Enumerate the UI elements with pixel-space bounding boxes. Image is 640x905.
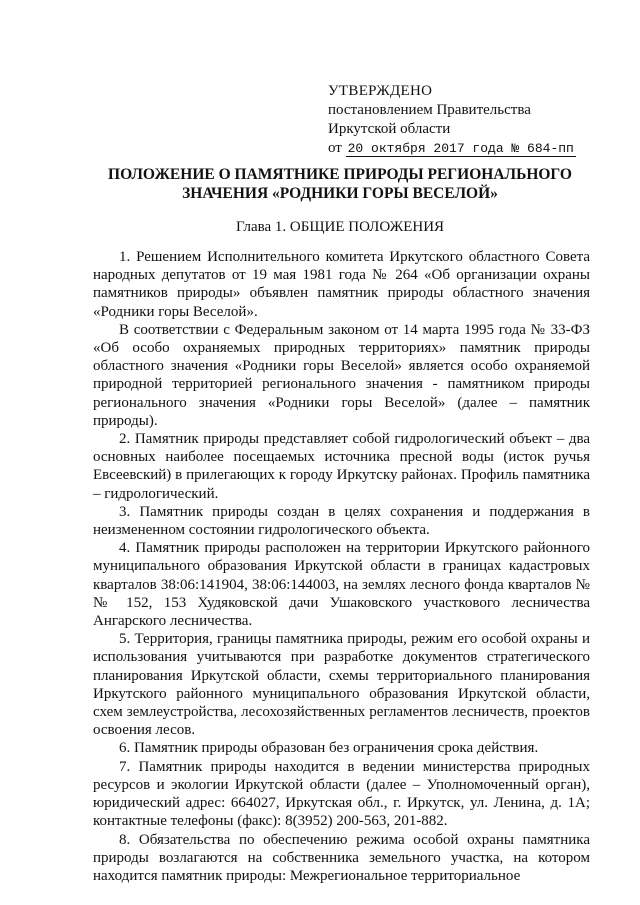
document-title-line-1: ПОЛОЖЕНИЕ О ПАМЯТНИКЕ ПРИРОДЫ РЕГИОНАЛЬНОГО xyxy=(108,166,572,183)
approval-date-value: 20 октября 2017 года № 684-пп xyxy=(347,141,574,156)
document-title-line-2: ЗНАЧЕНИЯ «РОДНИКИ ГОРЫ ВЕСЕЛОЙ» xyxy=(182,185,498,202)
paragraph-2: 2. Памятник природы представляет собой гидрологический объект – два основных наиболее посещаемых источника пресной воды (исток ручья Евсеевский) в прилегающих к городу Иркутску районах. Профиль памятника – гидрологический. xyxy=(93,431,590,502)
approval-date xyxy=(328,139,576,158)
paragraph-5: 5. Территория, границы памятника природы, режим его особой охраны и использования учитываются при разработке документов стратегического планирования Иркутской области, схемы территориального планирования Иркутского районного муниципального образования Иркутской области, схем землеустройства, лесохозяйственных регламентов лесничеств, проектов освоения лесов. xyxy=(93,631,590,739)
paragraph-3: 3. Памятник природы создан в целях сохранения и поддержания в неизмененном состоянии гидрологического объекта. xyxy=(93,503,590,539)
paragraph-7: 7. Памятник природы находится в ведении министерства природных ресурсов и экологии Иркутской области (далее – Уполномоченный орган), юридический адрес: 664027, Иркутская обл., г. Иркутск, ул. Ленина, д. 1А; контактные телефоны (факс): 8(3952) 200-563, 201-882. xyxy=(93,758,590,830)
approval-line-1: постановлением Правительства xyxy=(328,102,531,118)
approval-line-2: Иркутской области xyxy=(328,121,451,137)
paragraph-4: 4. Памятник природы расположен на территории Иркутского районного муниципального образования Иркутской области в границах кадастровых кварталов 38:06:141904, 38:06:144003, на землях лесного фонда кварталов №№ 152, 153 Худяковской дачи Ушаковского участкового лесничества Ангарского лесничества. xyxy=(93,540,590,630)
paragraph-1-continued: В соответствии с Федеральным законом от 14 марта 1995 года № 33-ФЗ «Об особо охраняемых природных территориях» памятник природы областного значения «Родники горы Веселой» является особо охраняемой природной территорией регионального значения - памятником природы регионального значения «Родники горы Веселой» (далее – памятник природы). xyxy=(93,321,590,429)
approval-heading: УТВЕРЖДЕНО xyxy=(328,83,433,99)
document-title xyxy=(60,165,620,203)
chapter-heading: Глава 1. ОБЩИЕ ПОЛОЖЕНИЯ xyxy=(235,219,445,235)
paragraph-1: 1. Решением Исполнительного комитета Иркутского областного Совета народных депутатов от 19 мая 1981 года № 264 «Об организации охраны памятников природы» объявлен памятник природы областного значения «Родники горы Веселой». xyxy=(93,249,590,320)
document-body xyxy=(93,248,590,885)
paragraph-6: 6. Памятник природы образован без ограничения срока действия. xyxy=(119,740,539,757)
paragraph-8: 8. Обязательства по обеспечению режима особой охраны памятника природы возлагаются на собственника земельного участка, на котором находится памятник природы: Межрегиональное территориальное xyxy=(93,831,590,884)
approval-date-prefix: от xyxy=(328,140,342,156)
approval-stamp xyxy=(328,82,576,158)
